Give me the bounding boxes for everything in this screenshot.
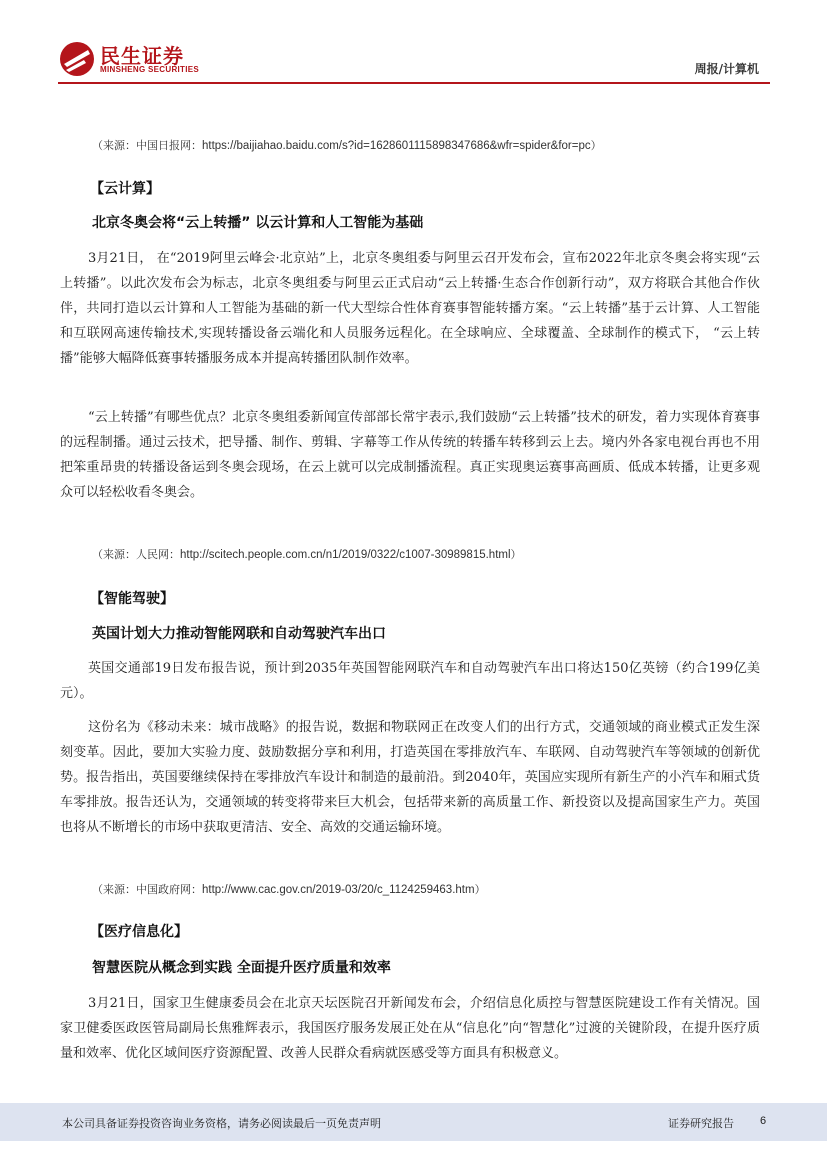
headline-cloud: 北京冬奥会将“云上转播” 以云计算和人工智能为基础 [92,215,424,231]
report-type: 周报/计算机 [694,62,759,76]
source-prefix: （来源：中国日报网： [92,139,202,152]
paragraph: 这份名为《移动未来：城市战略》的报告说，数据和物联网正在改变人们的出行方式，交通领域的商业模式正发生深刻变革。因此，要加大实验力度、鼓励数据分享和利用，打造英国在零排放汽车、车联网、自动驾驶汽车等领域的创新优势。报告指出，英国要继续保持在零排放汽车设计和制造的最前沿。到2040年，英国应实现所有新生产的小汽车和厢式货车零排放。报告还认为，交通领域的转变将带来巨大机会，包括带来新的高质量工作、新投资以及提高国家生产力。英国也将从不断增长的市场中获取更清洁、安全、高效的交通运输环境。 [60,720,760,835]
paragraph: “云上转播”有哪些优点？北京冬奥组委新闻宣传部部长常宇表示,我们鼓励“云上转播”技术的研发，着力实现体育赛事的远程制播。通过云技术，把导播、制作、剪辑、字幕等工作从传统的转播车转移到云上去。境内外各家电视台再也不用把笨重昂贵的转播设备运到冬奥会现场，在云上就可以完成制播流程。真正实现奥运赛事高画质、低成本转播，让更多观众可以轻松收看冬奥会。 [60,410,760,500]
source-suffix: ） [590,139,602,152]
source-note [92,546,522,562]
section-title-medical: 【医疗信息化】 [90,924,188,940]
page-number: 6 [760,1115,767,1127]
paragraph: 英国交通部19日发布报告说，预计到2035年英国智能网联汽车和自动驾驶汽车出口将达150亿英镑（约合199亿美元）。 [60,661,760,701]
logo-mark-icon [58,40,96,78]
source-link[interactable]: http://scitech.people.com.cn/n1/2019/0322/c1007-30989815.html [180,549,511,561]
source-link[interactable]: http://www.cac.gov.cn/2019-03/20/c_1124259463.htm [202,884,475,896]
source-prefix: （来源：人民网： [92,548,180,561]
paragraph: 3月21日， 在“2019阿里云峰会·北京站”上，北京冬奥组委与阿里云召开发布会，宣布2022年北京冬奥会将实现“云上转播”。以此次发布会为标志，北京冬奥组委与阿里云正式启动“云上转播·生态合作创新行动”，双方将联合其他合作伙伴，共同打造以云计算和人工智能为基础的新一代大型综合性体育赛事智能转播方案。“云上转播”基于云计算、人工智能和互联网高速传输技术,实现转播设备云端化和人员服务远程化。在全球响应、全球覆盖、全球制作的模式下， “云上转播”能够大幅降低赛事转播服务成本并提高转播团队制作效率。 [60,251,760,366]
logo-text-cn: 民生证券 [100,44,184,68]
section-title-cloud: 【云计算】 [90,181,160,197]
source-suffix: ） [474,883,486,896]
page-header [0,0,827,80]
logo-text-en: MINSHENG SECURITIES [100,65,200,74]
source-prefix: （来源：中国政府网： [92,883,202,896]
source-link[interactable]: https://baijiahao.baidu.com/s?id=1628601115898347686&wfr=spider&for=pc [202,140,591,152]
source-note [92,137,602,153]
company-logo [58,40,208,78]
headline-autodrive: 英国计划大力推动智能网联和自动驾驶汽车出口 [92,626,386,642]
paragraph: 3月21日，国家卫生健康委员会在北京天坛医院召开新闻发布会，介绍信息化质控与智慧医院建设工作有关情况。国家卫健委医政医管局副局长焦雅辉表示，我国医疗服务发展正处在从“信息化”向“智慧化”过渡的关键阶段，在提升医疗质量和效率、优化区域间医疗资源配置、改善人民群众看病就医感受等方面具有积极意义。 [60,996,760,1061]
footer-label: 证券研究报告 [668,1117,734,1130]
source-suffix: ） [510,548,522,561]
header-divider [58,82,770,84]
headline-medical: 智慧医院从概念到实践 全面提升医疗质量和效率 [92,960,391,976]
section-title-autodrive: 【智能驾驶】 [90,591,174,607]
footer-disclaimer: 本公司具备证券投资咨询业务资格，请务必阅读最后一页免责声明 [62,1117,381,1130]
source-note [92,881,486,897]
page-footer [0,1103,827,1169]
